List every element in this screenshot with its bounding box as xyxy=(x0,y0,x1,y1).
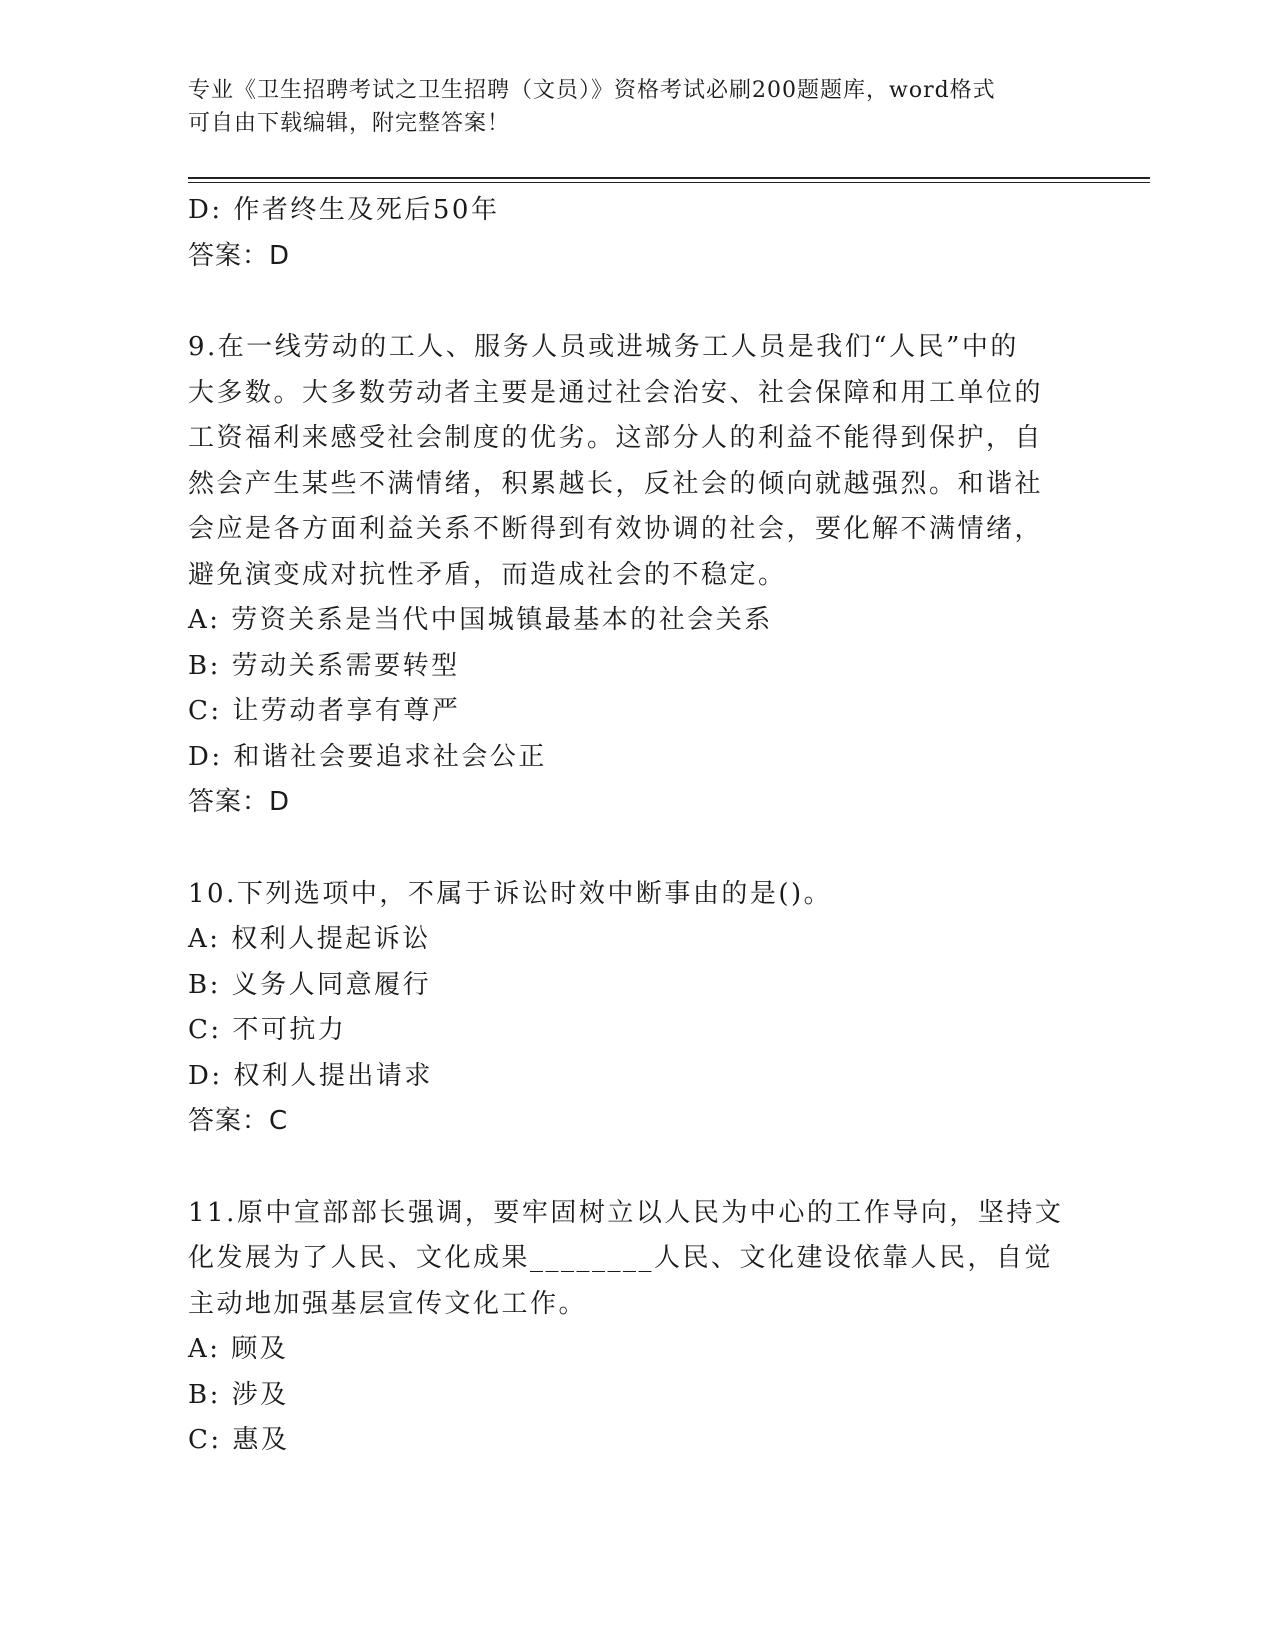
q9-stem-line: 避免演变成对抗性矛盾，而造成社会的不稳定。 xyxy=(188,559,787,590)
q8-answer: 答案：D xyxy=(188,240,291,271)
header-divider-thin xyxy=(188,182,1150,183)
q10-stem: 10.下列选项中，不属于诉讼时效中断事由的是()。 xyxy=(188,878,833,909)
spacer xyxy=(188,279,1068,325)
q11-option-b: B: 涉及 xyxy=(188,1379,289,1410)
q9-option-b: B: 劳动关系需要转型 xyxy=(188,650,460,681)
spacer xyxy=(188,826,1068,872)
q11-stem-line: 化发展为了人民、文化成果________人民、文化建设依靠人民，自觉 xyxy=(188,1243,1054,1273)
header-title-line-2: 可自由下载编辑，附完整答案！ xyxy=(188,111,511,136)
q8-option-d: D: 作者终生及死后50年 xyxy=(188,195,500,225)
q9-stem-line: 工资福利来感受社会制度的优劣。这部分人的利益不能得到保护，自 xyxy=(188,423,1044,453)
q11-option-a: A: 顾及 xyxy=(188,1334,289,1364)
q10-option-b: B: 义务人同意履行 xyxy=(188,969,432,1000)
q9-answer: 答案：D xyxy=(188,787,291,817)
spacer xyxy=(188,1145,1068,1191)
header-divider-thick xyxy=(188,177,1150,179)
q9-stem-line: 会应是各方面利益关系不断得到有效协调的社会，要化解不满情绪， xyxy=(188,514,1044,544)
q9-option-a: A: 劳资关系是当代中国城镇最基本的社会关系 xyxy=(188,605,773,635)
q11-stem-line: 主动地加强基层宣传文化工作。 xyxy=(188,1288,588,1319)
q10-option-a: A: 权利人提起诉讼 xyxy=(188,924,431,954)
q10-option-d: D: 权利人提出请求 xyxy=(188,1060,433,1091)
q11-option-c: C: 惠及 xyxy=(188,1425,290,1455)
q9-stem-line: 大多数。大多数劳动者主要是通过社会治安、社会保障和用工单位的 xyxy=(188,377,1044,408)
header-title-line-1: 专业《卫生招聘考试之卫生招聘（文员）》资格考试必刷200题题库，word格式 xyxy=(188,78,996,103)
question-content xyxy=(188,188,1068,1464)
q10-answer: 答案：C xyxy=(188,1106,289,1136)
q9-stem-line: 然会产生某些不满情绪，积累越长，反社会的倾向就越强烈。和谐社 xyxy=(188,468,1044,499)
q11-stem-line: 11.原中宣部部长强调，要牢固树立以人民为中心的工作导向，坚持文 xyxy=(188,1197,1064,1228)
q9-option-d: D: 和谐社会要追求社会公正 xyxy=(188,741,547,772)
document-header xyxy=(188,74,1068,140)
q10-option-c: C: 不可抗力 xyxy=(188,1015,347,1045)
q9-option-c: C: 让劳动者享有尊严 xyxy=(188,696,461,726)
q9-stem-line: 9.在一线劳动的工人、服务人员或进城务工人员是我们“人民”中的 xyxy=(188,332,1019,362)
